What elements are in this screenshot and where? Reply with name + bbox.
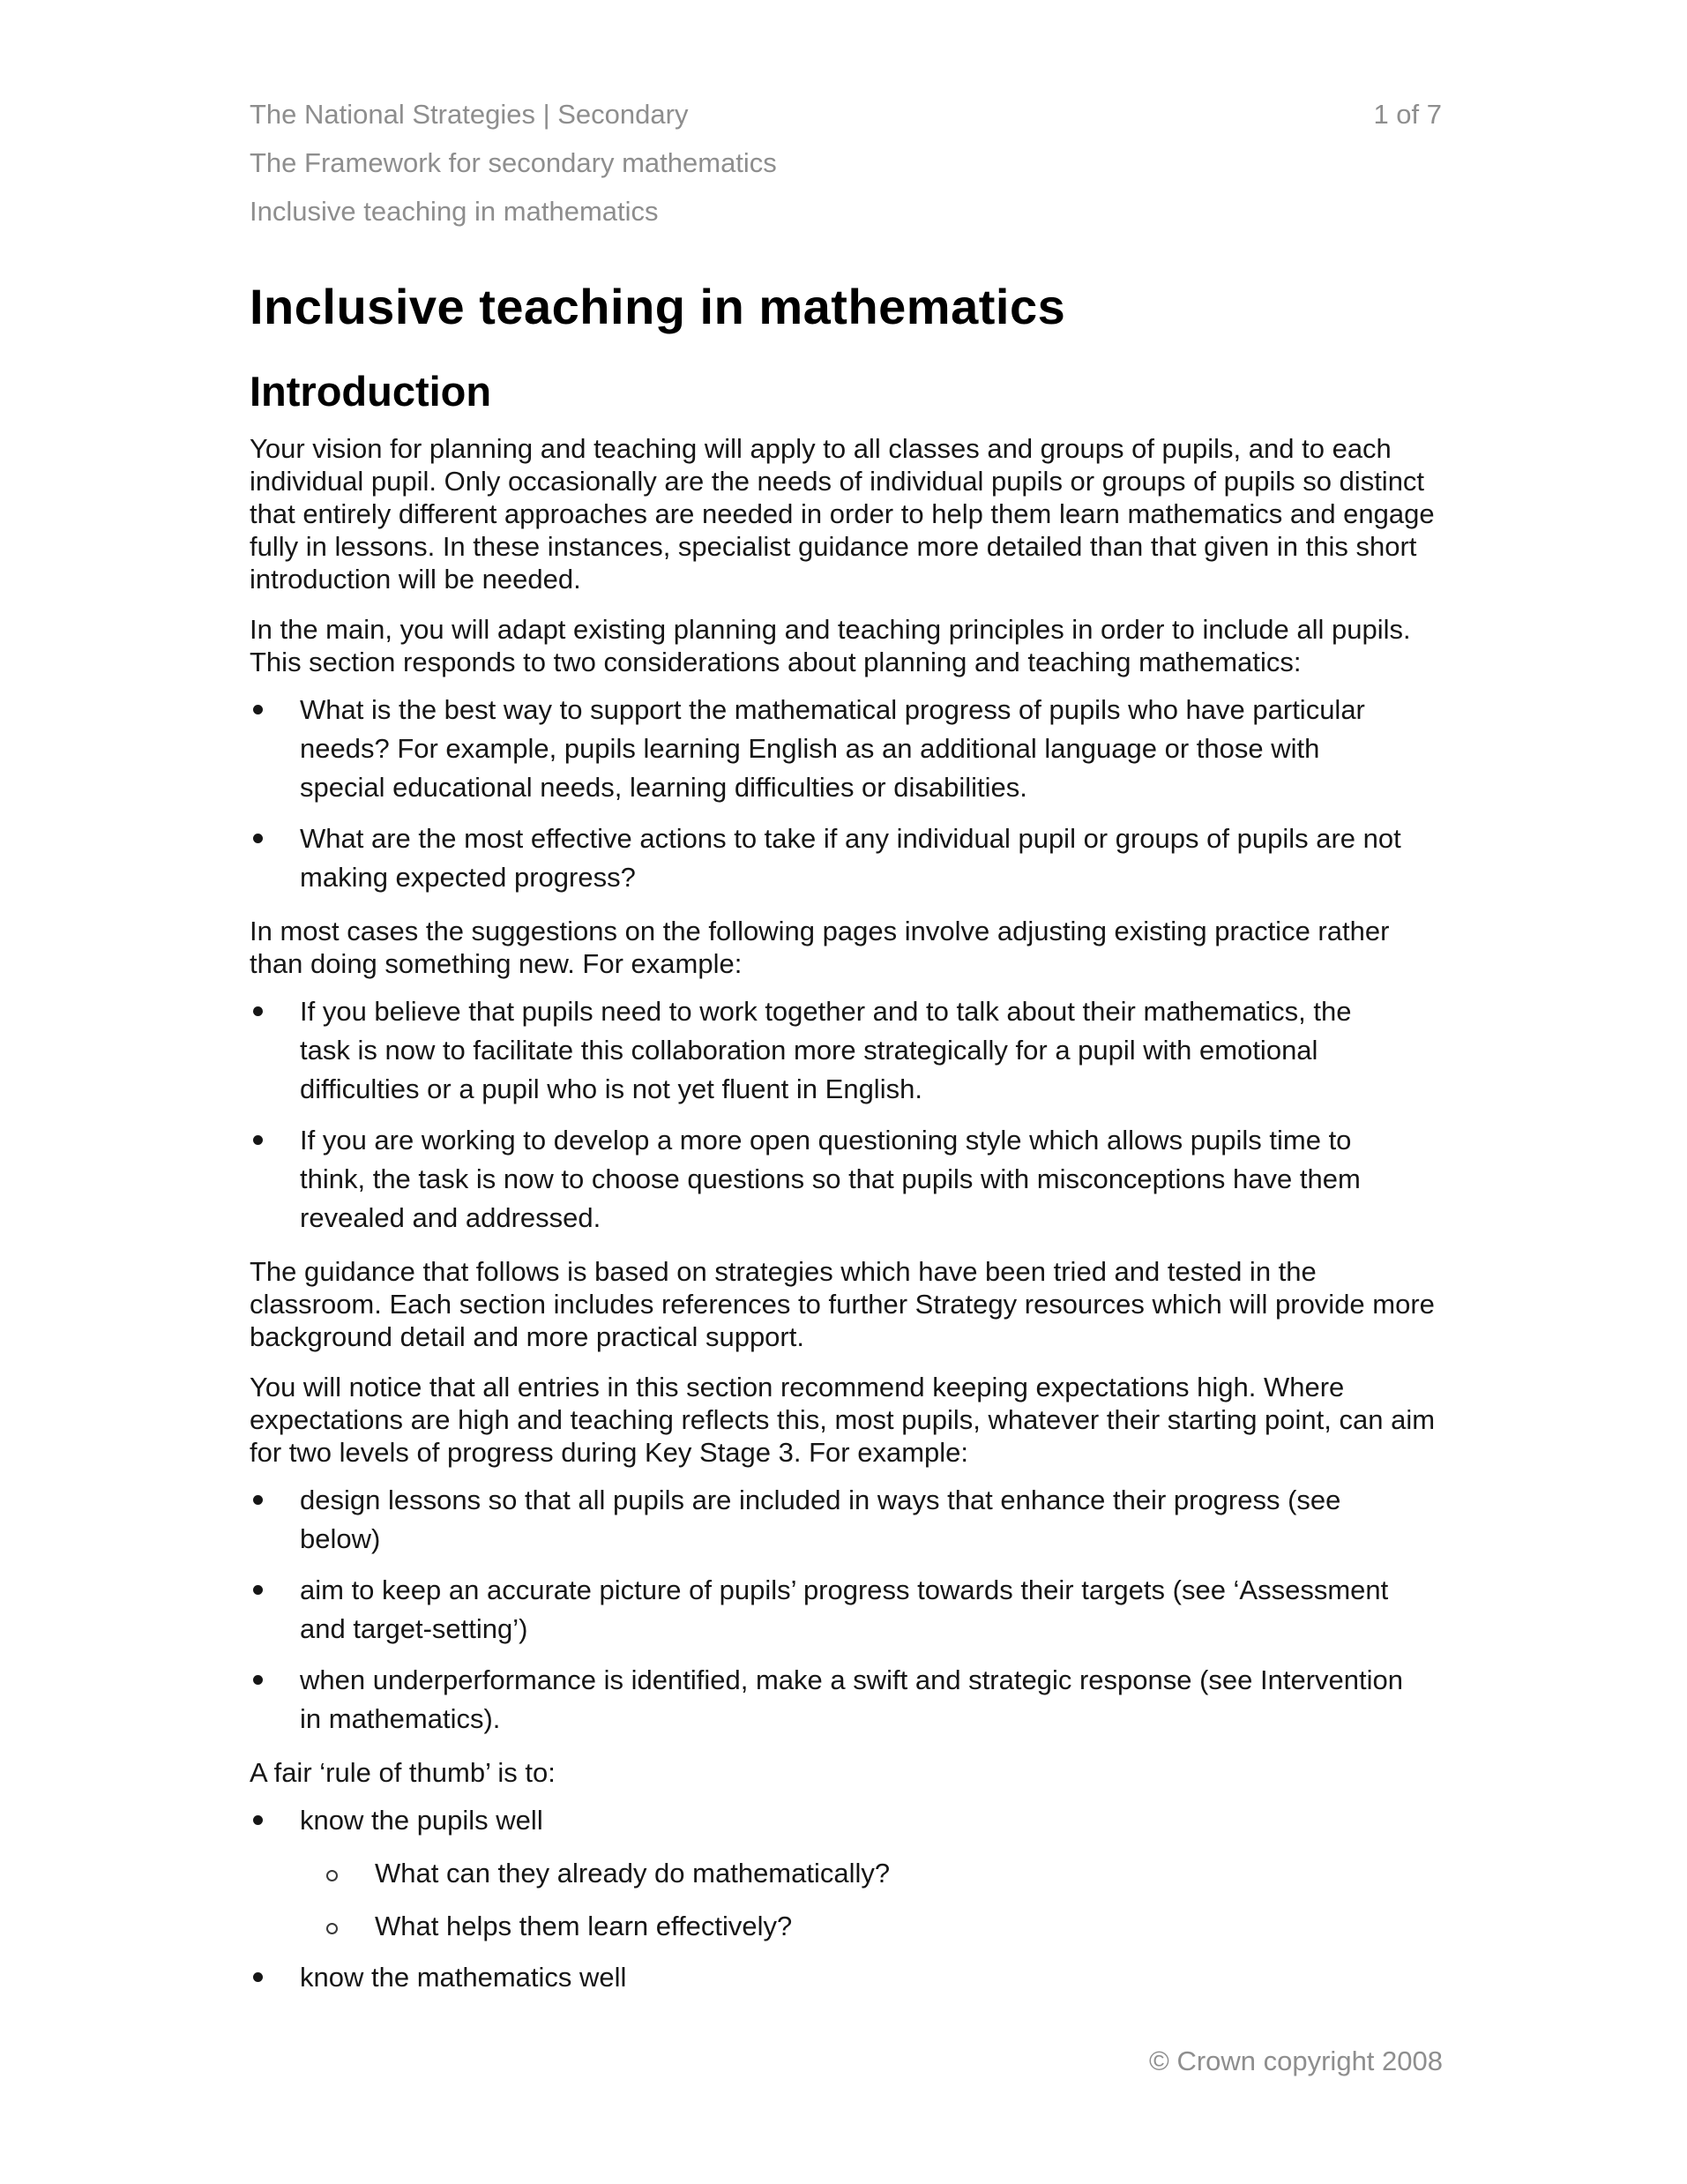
paragraph-1: Your vision for planning and teaching will apply to all classes and groups of pupils, and to each individual pupil. Only occasionally are the needs of individual pupils or groups of pupils so distinct that entirely different approaches are needed in order to help them learn mathematics and engage fully in lessons. In these instances, specialist guidance more detailed than that given in this short introduction will be needed. [250, 433, 1435, 595]
page-header-row-1 [250, 100, 1442, 129]
bullet-dot-icon [253, 1006, 263, 1016]
document-title: Inclusive teaching in mathematics [250, 279, 1066, 334]
sub-bullet-list [300, 1854, 1407, 1946]
bullet-list-4 [250, 1801, 1442, 1997]
bullet-list-3 [250, 1481, 1442, 1739]
bullet-dot-icon [253, 705, 263, 714]
paragraph-2: In the main, you will adapt existing planning and teaching principles in order to include all pupils. This section responds to two considerations about planning and teaching mathematics: [250, 614, 1411, 677]
bullet-item-4-text: If you are working to develop a more open questioning style which allows pupils time to think, the task is now to choose questions so that pupils with misconceptions have them revealed and addressed. [300, 1125, 1361, 1233]
bullet-item-9 [250, 1958, 1442, 1997]
bullet-item-5-text: design lessons so that all pupils are included in ways that enhance their progress (see below) [300, 1485, 1341, 1554]
bullet-dot-icon [253, 1675, 263, 1685]
bullet-dot-icon [253, 834, 263, 843]
bullet-list-2 [250, 992, 1442, 1238]
section-heading-introduction: Introduction [250, 368, 492, 415]
bullet-dot-icon [253, 1585, 263, 1595]
footer-copyright: © Crown copyright 2008 [1148, 2046, 1443, 2076]
paragraph-5: You will notice that all entries in this section recommend keeping expectations high. Where expectations are high and teaching reflects this, most pupils, whatever their starting point, can aim for two levels of progress during Key Stage 3. For example: [250, 1372, 1436, 1468]
paragraph-3: In most cases the suggestions on the following pages involve adjusting existing practice rather than doing something new. For example: [250, 916, 1390, 979]
paragraph-6: A fair ‘rule of thumb’ is to: [250, 1757, 556, 1788]
circle-bullet-icon [326, 1870, 338, 1881]
header-line-2: The Framework for secondary mathematics [250, 147, 777, 178]
sub-bullet-item-2 [300, 1907, 1407, 1946]
sub-bullet-item-2-text: What helps them learn effectively? [375, 1911, 793, 1941]
page-content [250, 100, 1442, 1997]
bullet-item-9-text: know the mathematics well [300, 1962, 627, 1993]
bullet-item-2 [250, 819, 1442, 897]
header-line-1: The National Strategies | Secondary [250, 99, 689, 130]
header-line-3: Inclusive teaching in mathematics [250, 196, 659, 227]
bullet-item-1-text: What is the best way to support the mathematical progress of pupils who have particular needs? For example, pupils learning English as an additional language or those with special educational needs, learning difficulties or disabilities. [300, 694, 1365, 803]
bullet-item-2-text: What are the most effective actions to take if any individual pupil or groups of pupils are not making expected progress? [300, 823, 1401, 893]
bullet-item-7 [250, 1661, 1442, 1739]
bullet-dot-icon [253, 1972, 263, 1982]
bullet-item-3 [250, 992, 1442, 1109]
circle-bullet-icon [326, 1923, 338, 1934]
paragraph-4: The guidance that follows is based on strategies which have been tried and tested in the classroom. Each section includes references to further Strategy resources which will provide more background detail and more practical support. [250, 1256, 1435, 1352]
bullet-dot-icon [253, 1815, 263, 1825]
bullet-item-6 [250, 1571, 1442, 1649]
bullet-item-3-text: If you believe that pupils need to work together and to talk about their mathematics, the task is now to facilitate this collaboration more strategically for a pupil with emotional difficulties or a pupil who is not yet fluent in English. [300, 996, 1352, 1104]
bullet-item-4 [250, 1121, 1442, 1238]
bullet-item-8 [250, 1801, 1442, 1946]
sub-bullet-item-1 [300, 1854, 1407, 1893]
bullet-item-6-text: aim to keep an accurate picture of pupils’ progress towards their targets (see ‘Assessment and target-setting’) [300, 1574, 1389, 1644]
bullet-item-8-text: know the pupils well [300, 1805, 543, 1836]
bullet-dot-icon [253, 1135, 263, 1145]
bullet-item-1 [250, 691, 1442, 807]
bullet-item-5 [250, 1481, 1442, 1559]
bullet-item-7-text: when underperformance is identified, make a swift and strategic response (see Intervention in mathematics). [300, 1664, 1404, 1734]
page-number: 1 of 7 [1373, 99, 1442, 130]
bullet-list-1 [250, 691, 1442, 897]
sub-bullet-item-1-text: What can they already do mathematically? [375, 1858, 891, 1889]
bullet-dot-icon [253, 1495, 263, 1505]
